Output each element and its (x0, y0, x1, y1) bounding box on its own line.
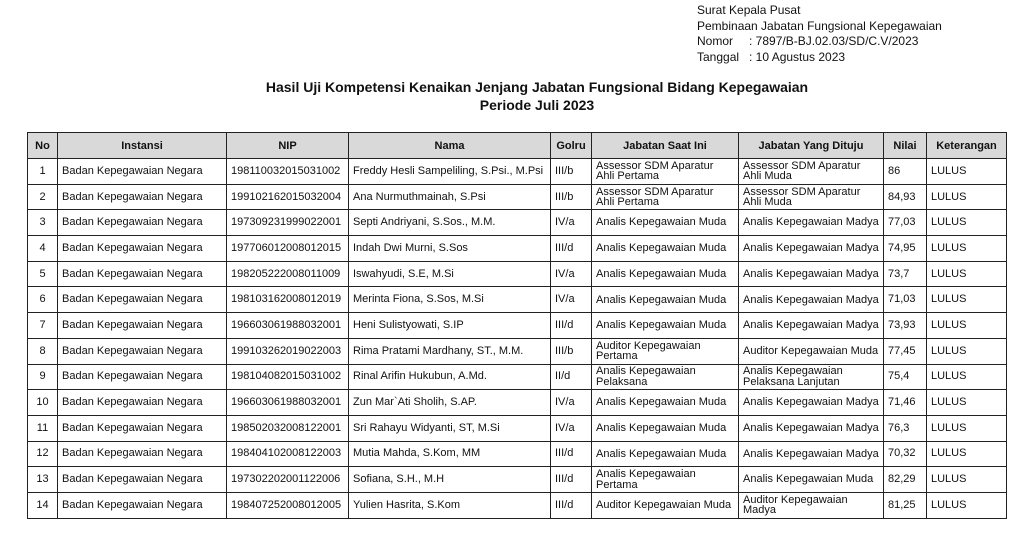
cell-golru: IV/a (551, 415, 592, 441)
tanggal-value: : 10 Agustus 2023 (749, 49, 846, 64)
cell-jabatan-saat-ini: Analis Kepegawaian Muda (592, 390, 739, 416)
cell-golru: III/b (551, 159, 592, 185)
cell-keterangan: LULUS (927, 390, 1007, 416)
letterhead (697, 3, 942, 65)
cell-nama: Heni Sulistyowati, S.IP (349, 313, 551, 339)
cell-nama: Indah Dwi Murni, S.Sos (349, 236, 551, 262)
cell-keterangan: LULUS (927, 492, 1007, 518)
cell-jabatan-dituju: Assessor SDM Aparatur Ahli Muda (739, 159, 884, 185)
cell-instansi: Badan Kepegawaian Negara (58, 287, 227, 313)
cell-jabatan-dituju: Auditor Kepegawaian Muda (739, 338, 884, 364)
cell-nama: Freddy Hesli Sampeliling, S.Psi., M.Psi (349, 159, 551, 185)
header-jabatan-saat-ini: Jabatan Saat Ini (592, 133, 739, 159)
cell-nip: 196603061988032001 (227, 390, 349, 416)
cell-nilai: 81,25 (884, 492, 927, 518)
cell-nilai: 77,03 (884, 210, 927, 236)
cell-jabatan-dituju: Analis Kepegawaian Pelaksana Lanjutan (739, 364, 884, 390)
cell-instansi: Badan Kepegawaian Negara (58, 364, 227, 390)
table-row (28, 159, 1007, 185)
cell-nip: 197309231999022001 (227, 210, 349, 236)
header-no: No (28, 133, 58, 159)
cell-jabatan-saat-ini: Analis Kepegawaian Muda (592, 236, 739, 262)
cell-jabatan-dituju: Analis Kepegawaian Madya (739, 313, 884, 339)
cell-golru: IV/a (551, 390, 592, 416)
cell-nama: Mutia Mahda, S.Kom, MM (349, 441, 551, 467)
cell-jabatan-saat-ini: Analis Kepegawaian Muda (592, 313, 739, 339)
cell-nip: 198502032008122001 (227, 415, 349, 441)
cell-nama: Sri Rahayu Widyanti, ST, M.Si (349, 415, 551, 441)
cell-nilai: 82,29 (884, 467, 927, 493)
cell-instansi: Badan Kepegawaian Negara (58, 313, 227, 339)
cell-jabatan-saat-ini: Analis Kepegawaian Pelaksana (592, 364, 739, 390)
cell-nilai: 74,95 (884, 236, 927, 262)
cell-nip: 198110032015031002 (227, 159, 349, 185)
table-row (28, 415, 1007, 441)
cell-instansi: Badan Kepegawaian Negara (58, 467, 227, 493)
table-row (28, 184, 1007, 210)
table-header-row (28, 133, 1007, 159)
table-row (28, 390, 1007, 416)
cell-nilai: 84,93 (884, 184, 927, 210)
cell-golru: II/d (551, 364, 592, 390)
table-row (28, 287, 1007, 313)
cell-keterangan: LULUS (927, 338, 1007, 364)
cell-golru: III/d (551, 313, 592, 339)
cell-no: 2 (28, 184, 58, 210)
title-line-1: Hasil Uji Kompetensi Kenaikan Jenjang Jabatan Fungsional Bidang Kepegawaian (265, 79, 809, 95)
cell-instansi: Badan Kepegawaian Negara (58, 159, 227, 185)
cell-nilai: 86 (884, 159, 927, 185)
cell-keterangan: LULUS (927, 441, 1007, 467)
cell-jabatan-saat-ini: Auditor Kepegawaian Muda (592, 492, 739, 518)
cell-instansi: Badan Kepegawaian Negara (58, 210, 227, 236)
cell-keterangan: LULUS (927, 184, 1007, 210)
cell-jabatan-dituju: Analis Kepegawaian Madya (739, 261, 884, 287)
title-line-2: Periode Juli 2023 (479, 97, 595, 113)
cell-jabatan-saat-ini: Analis Kepegawaian Pertama (592, 467, 739, 493)
cell-no: 3 (28, 210, 58, 236)
cell-no: 1 (28, 159, 58, 185)
cell-nilai: 75,4 (884, 364, 927, 390)
letterhead-nomor (697, 34, 942, 50)
cell-nilai: 76,3 (884, 415, 927, 441)
cell-nilai: 70,32 (884, 441, 927, 467)
cell-instansi: Badan Kepegawaian Negara (58, 492, 227, 518)
cell-instansi: Badan Kepegawaian Negara (58, 236, 227, 262)
header-jabatan-dituju: Jabatan Yang Dituju (739, 133, 884, 159)
cell-no: 6 (28, 287, 58, 313)
document-title (0, 78, 1024, 114)
cell-instansi: Badan Kepegawaian Negara (58, 390, 227, 416)
cell-golru: III/d (551, 236, 592, 262)
table-row (28, 492, 1007, 518)
header-instansi: Instansi (58, 133, 227, 159)
cell-jabatan-dituju: Analis Kepegawaian Madya (739, 441, 884, 467)
cell-nilai: 71,03 (884, 287, 927, 313)
header-nama: Nama (349, 133, 551, 159)
cell-golru: III/d (551, 492, 592, 518)
cell-no: 14 (28, 492, 58, 518)
cell-nama: Yulien Hasrita, S.Kom (349, 492, 551, 518)
letterhead-line-2: Pembinaan Jabatan Fungsional Kepegawaian (697, 18, 942, 33)
nomor-value: : 7897/B-BJ.02.03/SD/C.V/2023 (749, 34, 919, 48)
cell-nip: 198104082015031002 (227, 364, 349, 390)
cell-jabatan-dituju: Analis Kepegawaian Madya (739, 287, 884, 313)
cell-no: 8 (28, 338, 58, 364)
cell-jabatan-saat-ini: Analis Kepegawaian Muda (592, 287, 739, 313)
cell-no: 9 (28, 364, 58, 390)
cell-nama: Iswahyudi, S.E, M.Si (349, 261, 551, 287)
cell-nip: 196603061988032001 (227, 313, 349, 339)
cell-jabatan-dituju: Auditor Kepegawaian Madya (739, 492, 884, 518)
letterhead-line-1: Surat Kepala Pusat (697, 3, 801, 17)
cell-no: 11 (28, 415, 58, 441)
cell-keterangan: LULUS (927, 415, 1007, 441)
cell-golru: IV/a (551, 261, 592, 287)
table-row (28, 313, 1007, 339)
cell-nilai: 77,45 (884, 338, 927, 364)
cell-golru: III/d (551, 441, 592, 467)
cell-keterangan: LULUS (927, 236, 1007, 262)
cell-jabatan-dituju: Analis Kepegawaian Madya (739, 415, 884, 441)
cell-golru: III/b (551, 184, 592, 210)
cell-jabatan-saat-ini: Auditor Kepegawaian Pertama (592, 338, 739, 364)
nomor-label: Nomor (697, 34, 734, 48)
cell-keterangan: LULUS (927, 261, 1007, 287)
cell-golru: III/b (551, 338, 592, 364)
cell-nama: Rima Pratami Mardhany, ST., M.M. (349, 338, 551, 364)
cell-no: 10 (28, 390, 58, 416)
header-golru: Golru (551, 133, 592, 159)
cell-nama: Rinal Arifin Hukubun, A.Md. (349, 364, 551, 390)
cell-jabatan-dituju: Analis Kepegawaian Madya (739, 390, 884, 416)
cell-jabatan-dituju: Analis Kepegawaian Madya (739, 210, 884, 236)
table-row (28, 364, 1007, 390)
cell-keterangan: LULUS (927, 210, 1007, 236)
table-row (28, 467, 1007, 493)
cell-nip: 198103162008012019 (227, 287, 349, 313)
cell-instansi: Badan Kepegawaian Negara (58, 261, 227, 287)
table-row (28, 210, 1007, 236)
table-body (28, 159, 1007, 519)
cell-golru: IV/a (551, 210, 592, 236)
cell-keterangan: LULUS (927, 159, 1007, 185)
cell-nilai: 73,7 (884, 261, 927, 287)
cell-jabatan-saat-ini: Analis Kepegawaian Muda (592, 261, 739, 287)
cell-keterangan: LULUS (927, 467, 1007, 493)
cell-nama: Ana Nurmuthmainah, S.Psi (349, 184, 551, 210)
cell-no: 4 (28, 236, 58, 262)
tanggal-label: Tanggal (697, 49, 740, 64)
cell-nip: 198404102008122003 (227, 441, 349, 467)
table-row (28, 441, 1007, 467)
cell-nilai: 71,46 (884, 390, 927, 416)
results-table (27, 132, 1007, 519)
cell-keterangan: LULUS (927, 364, 1007, 390)
cell-jabatan-saat-ini: Analis Kepegawaian Muda (592, 415, 739, 441)
cell-jabatan-dituju: Analis Kepegawaian Madya (739, 236, 884, 262)
header-nilai: Nilai (884, 133, 927, 159)
table-row (28, 236, 1007, 262)
header-keterangan: Keterangan (927, 133, 1007, 159)
cell-instansi: Badan Kepegawaian Negara (58, 441, 227, 467)
cell-no: 5 (28, 261, 58, 287)
cell-nama: Septi Andriyani, S.Sos., M.M. (349, 210, 551, 236)
cell-golru: III/d (551, 467, 592, 493)
cell-jabatan-dituju: Assessor SDM Aparatur Ahli Muda (739, 184, 884, 210)
header-nip: NIP (227, 133, 349, 159)
cell-nip: 197302202001122006 (227, 467, 349, 493)
cell-golru: IV/a (551, 287, 592, 313)
cell-keterangan: LULUS (927, 287, 1007, 313)
cell-nip: 198205222008011009 (227, 261, 349, 287)
cell-no: 12 (28, 441, 58, 467)
cell-nip: 199103262019022003 (227, 338, 349, 364)
cell-no: 13 (28, 467, 58, 493)
cell-keterangan: LULUS (927, 313, 1007, 339)
cell-nilai: 73,93 (884, 313, 927, 339)
table-row (28, 338, 1007, 364)
table-row (28, 261, 1007, 287)
cell-jabatan-saat-ini: Assessor SDM Aparatur Ahli Pertama (592, 184, 739, 210)
letterhead-tanggal (697, 50, 942, 66)
cell-jabatan-saat-ini: Assessor SDM Aparatur Ahli Pertama (592, 159, 739, 185)
cell-nama: Merinta Fiona, S.Sos, M.Si (349, 287, 551, 313)
cell-nip: 198407252008012005 (227, 492, 349, 518)
cell-jabatan-saat-ini: Analis Kepegawaian Muda (592, 210, 739, 236)
cell-instansi: Badan Kepegawaian Negara (58, 415, 227, 441)
cell-jabatan-saat-ini: Analis Kepegawaian Muda (592, 441, 739, 467)
cell-instansi: Badan Kepegawaian Negara (58, 338, 227, 364)
cell-jabatan-dituju: Analis Kepegawaian Muda (739, 467, 884, 493)
cell-instansi: Badan Kepegawaian Negara (58, 184, 227, 210)
cell-nama: Sofiana, S.H., M.H (349, 467, 551, 493)
cell-nip: 197706012008012015 (227, 236, 349, 262)
cell-no: 7 (28, 313, 58, 339)
cell-nama: Zun Mar`Ati Sholih, S.AP. (349, 390, 551, 416)
cell-nip: 199102162015032004 (227, 184, 349, 210)
